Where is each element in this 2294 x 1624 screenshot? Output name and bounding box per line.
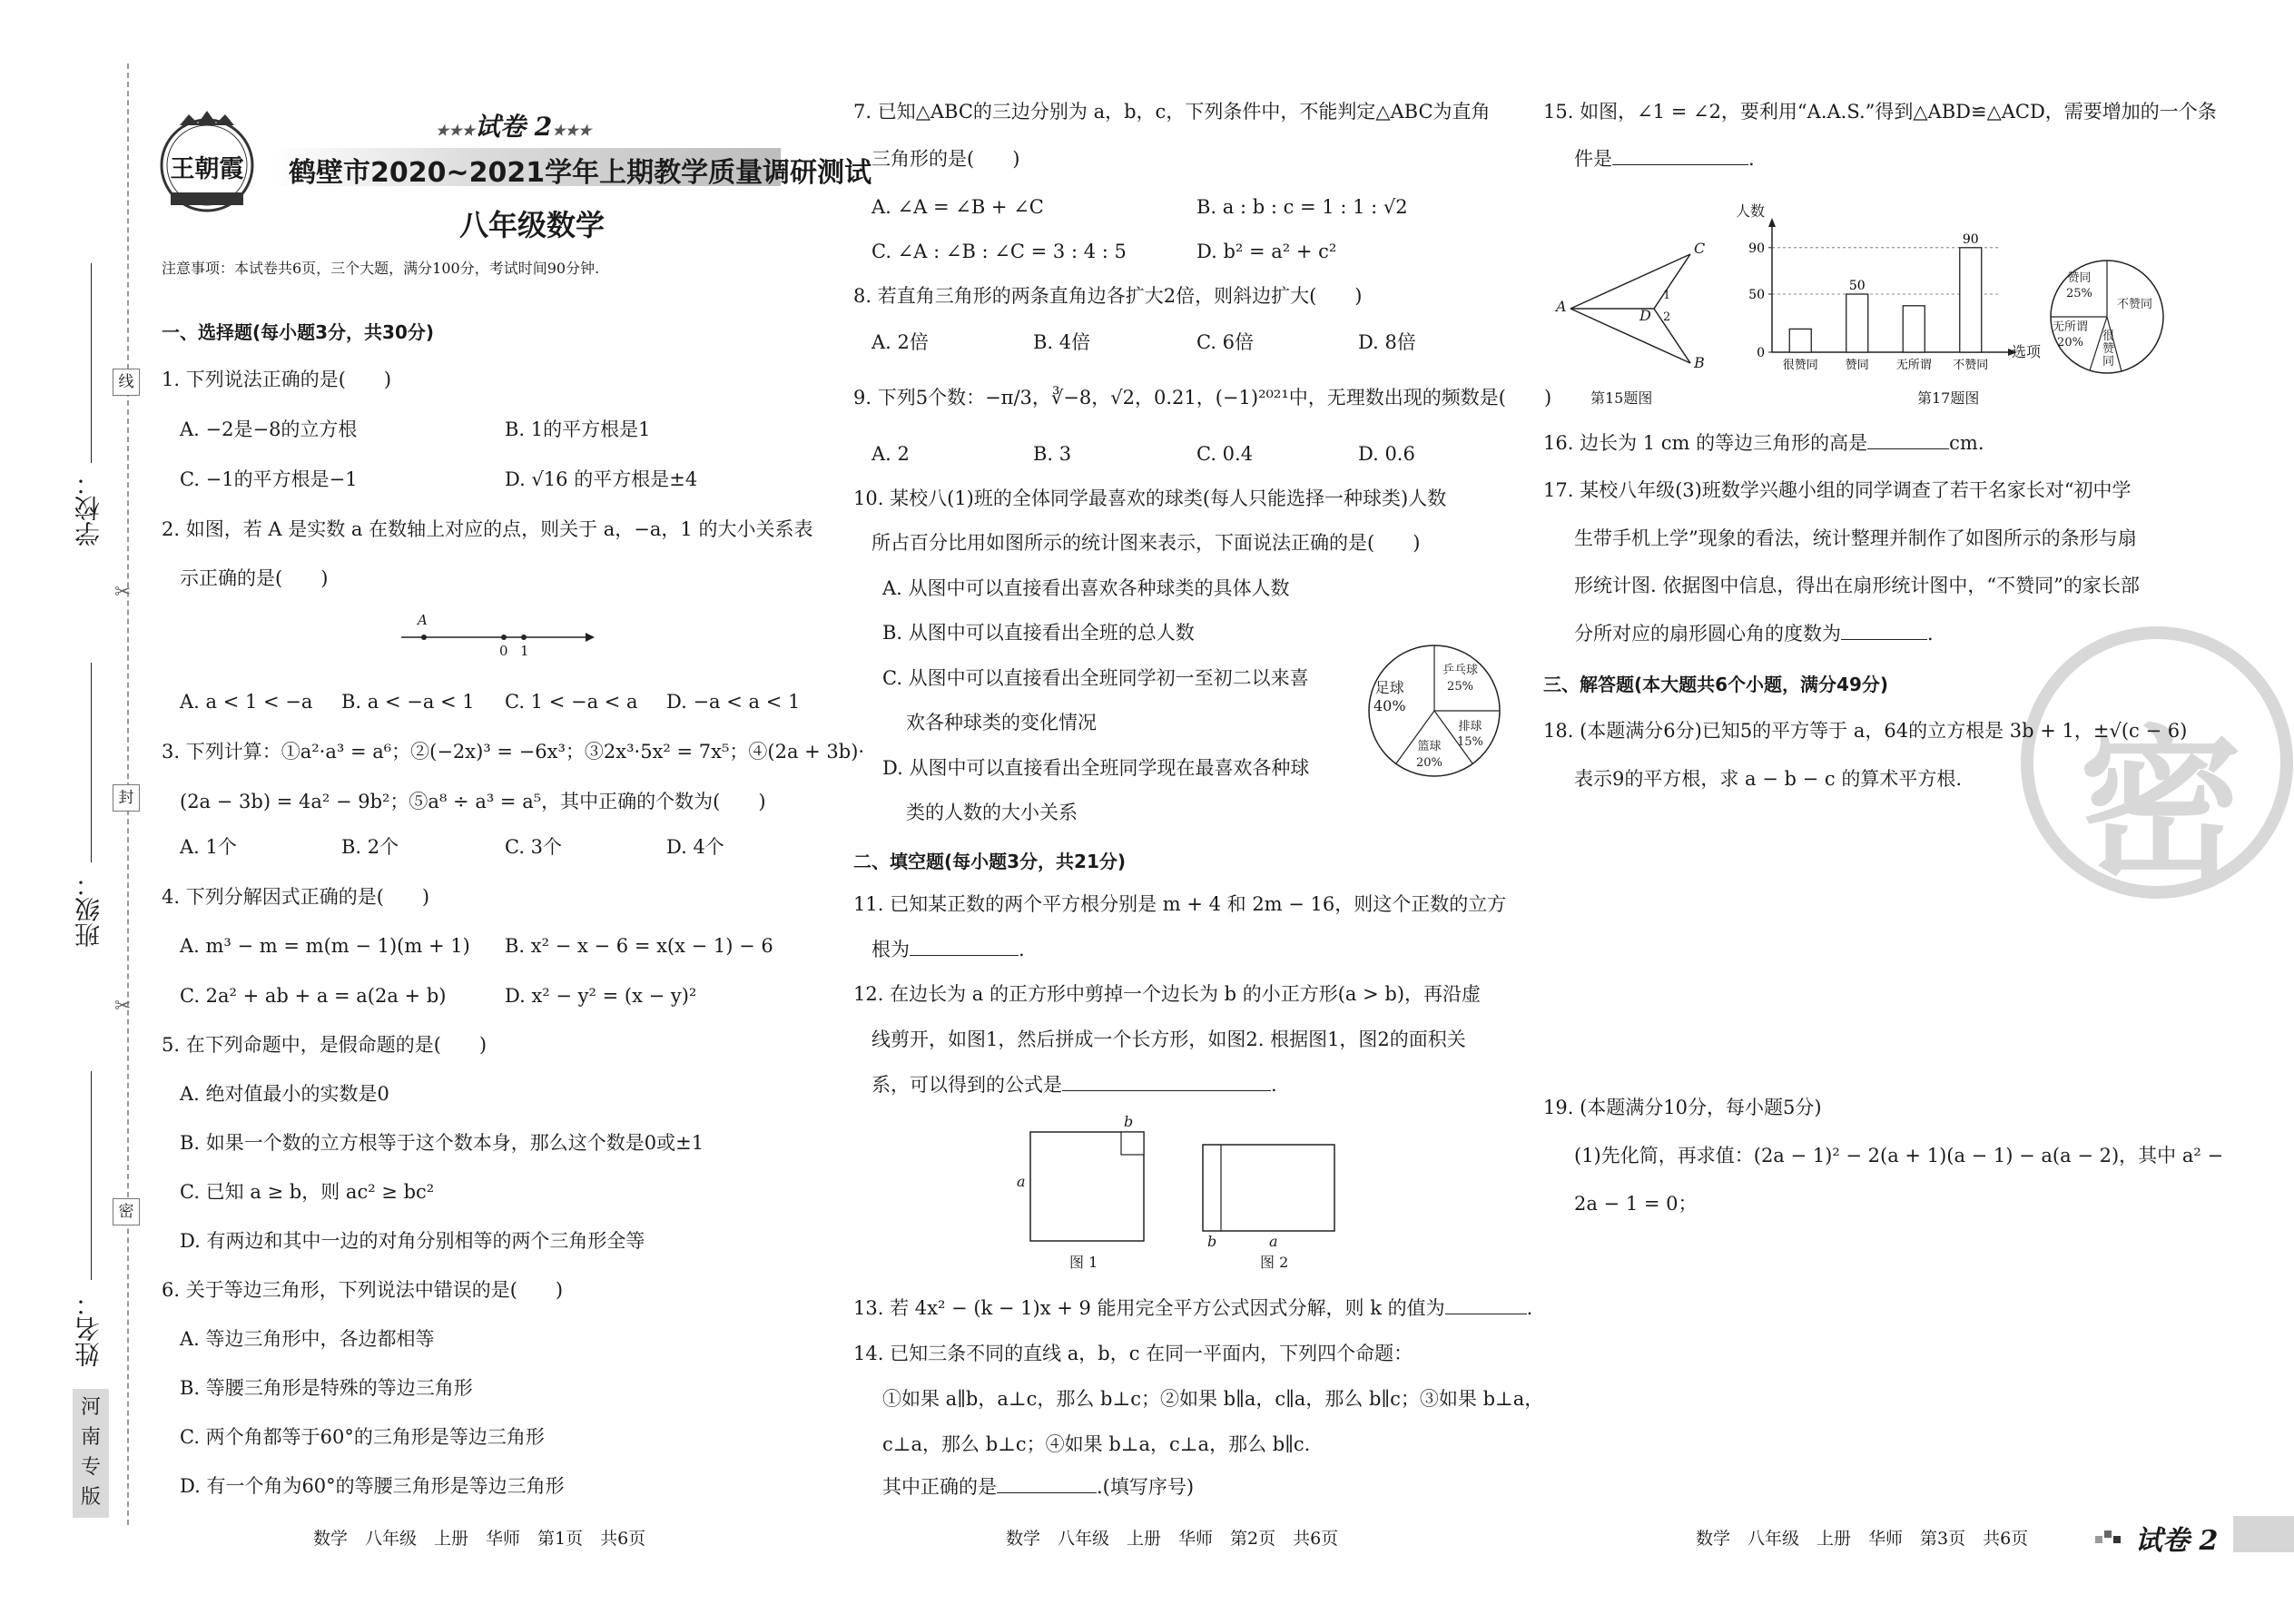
option-9a: A. 2 bbox=[871, 443, 910, 465]
question-19-part1-cont: 2a − 1 = 0； bbox=[1574, 1193, 1698, 1215]
question-15: 15. 如图，∠1 = ∠2，要利用“A.A.S.”得到△ABD≌△ACD，需要增加的一个条 bbox=[1543, 101, 2217, 123]
option-9d: D. 0.6 bbox=[1358, 443, 1415, 465]
triangle-figure-15: A C B D 1 2 bbox=[1556, 240, 1706, 371]
bar bbox=[1789, 329, 1811, 352]
notice: 注意事项：本试卷共6页，三个大题，满分100分，考试时间90分钟. bbox=[162, 260, 600, 277]
question-10-cont: 所占百分比用如图所示的统计图来表示，下面说法正确的是( ) bbox=[871, 532, 1421, 554]
class-field[interactable] bbox=[91, 663, 92, 862]
option-8a: A. 2倍 bbox=[871, 331, 929, 353]
option-8d: D. 8倍 bbox=[1358, 331, 1416, 353]
option-10b: B. 从图中可以直接看出全班的总人数 bbox=[882, 622, 1195, 644]
option-4c: C. 2a² + ab + a = a(2a + b) bbox=[180, 985, 447, 1007]
question-6: 6. 关于等边三角形，下列说法中错误的是( ) bbox=[162, 1279, 564, 1301]
y-tick-label: 0 bbox=[1757, 346, 1765, 360]
question-17-cont2: 形统计图. 依据图中信息，得出在扇形统计图中，“不赞同”的家长部 bbox=[1574, 575, 2140, 596]
question-14-cont2: c⊥a，那么 b⊥c；④如果 b⊥a，c⊥a，那么 b∥c. bbox=[882, 1433, 1311, 1455]
figure-15-caption: 第15题图 bbox=[1590, 389, 1653, 407]
question-11: 11. 已知某正数的两个平方根分别是 m + 4 和 2m − 16，则这个正数的立方 bbox=[853, 893, 1507, 915]
option-9c: C. 0.4 bbox=[1196, 443, 1254, 465]
option-7d: D. b² = a² + c² bbox=[1196, 241, 1337, 262]
question-2: 2. 如图，若 A 是实数 a 在数轴上对应的点，则关于 a，−a，1 的大小关系表 bbox=[162, 518, 813, 540]
question-18-cont: 表示9的平方根，求 a − b − c 的算术平方根. bbox=[1574, 768, 1963, 790]
category-label: 很赞同 bbox=[1782, 359, 1818, 372]
option-10d: D. 从图中可以直接看出全班同学现在最喜欢各种球 bbox=[882, 757, 1310, 779]
data-label: 90 bbox=[1962, 231, 1979, 247]
option-10d-cont: 类的人数的大小关系 bbox=[906, 802, 1078, 823]
logo: 王朝霞 bbox=[153, 109, 261, 218]
figure-2-rectangle: b a bbox=[1198, 1131, 1344, 1249]
page-footer-3: 数学 八年级 上册 华师 第3页 共6页 bbox=[1696, 1529, 2029, 1549]
option-8c: C. 6倍 bbox=[1196, 331, 1255, 353]
option-1c: C. −1的平方根是−1 bbox=[180, 468, 358, 490]
corner-squares-icon bbox=[2095, 1527, 2122, 1545]
figure-1-square: a b bbox=[1017, 1118, 1162, 1245]
question-3: 3. 下列计算：①a²·a³ = a⁶；②(−2x)³ = −6x³；③2x³·5x² = 7x⁵；④(2a + 3b)· bbox=[162, 741, 865, 763]
question-2-cont: 示正确的是( ) bbox=[180, 567, 329, 589]
figure-1-caption: 图 1 bbox=[1069, 1254, 1098, 1271]
option-10c: C. 从图中可以直接看出全班同学初一至初二以来喜 bbox=[882, 667, 1309, 689]
question-9: 9. 下列5个数：−π/3，∛−8，√2，0.21，(−1)²⁰²¹中，无理数出现的频数是( ) bbox=[853, 387, 1552, 408]
option-6d: D. 有一个角为60°的等腰三角形是等边三角形 bbox=[180, 1475, 565, 1497]
option-9b: B. 3 bbox=[1033, 443, 1072, 465]
number-line-figure: A 0 1 bbox=[399, 617, 599, 663]
option-7a: A. ∠A = ∠B + ∠C bbox=[871, 196, 1044, 218]
question-11-cont: 根为 . bbox=[871, 939, 1025, 960]
figure-2-caption: 图 2 bbox=[1260, 1254, 1289, 1271]
question-18: 18. (本题满分6分)已知5的平方等于 a，64的立方根是 3b + 1，±√(c − 6) bbox=[1543, 720, 2188, 742]
question-19: 19. (本题满分10分，每小题5分) bbox=[1543, 1097, 1822, 1118]
question-15-cont: 件是 . bbox=[1574, 148, 1755, 170]
answer-blank-14[interactable] bbox=[997, 1492, 1097, 1493]
question-1: 1. 下列说法正确的是( ) bbox=[162, 369, 392, 390]
option-2d: D. −a < a < 1 bbox=[666, 691, 801, 713]
option-7b: B. a : b : c = 1 : 1 : √2 bbox=[1196, 196, 1408, 218]
answer-blank-17[interactable] bbox=[1841, 639, 1927, 640]
question-12-cont: 线剪开，如图1，然后拼成一个长方形，如图2. 根据图1，图2的面积关 bbox=[871, 1029, 1466, 1050]
option-5b: B. 如果一个数的立方根等于这个数本身，那么这个数是0或±1 bbox=[180, 1132, 704, 1154]
option-10c-cont: 欢各种球类的变化情况 bbox=[906, 712, 1097, 733]
question-7: 7. 已知△ABC的三边分别为 a，b，c，下列条件中，不能判定△ABC为直角 bbox=[853, 101, 1491, 123]
category-label: 不赞同 bbox=[1953, 359, 1989, 372]
category-label: 赞同 bbox=[1845, 359, 1869, 372]
corner-tag-bar bbox=[2233, 1516, 2294, 1552]
question-3-cont: (2a − 3b) = 4a² − 9b²；⑤a⁸ ÷ a³ = a⁵，其中正确的个数为( ) bbox=[180, 791, 766, 812]
chart-xlabel: 选项 bbox=[2012, 343, 2042, 360]
question-19-part1: (1)先化简，再求值：(2a − 1)² − 2(a + 1)(a − 1) − a(a − 2)，其中 a² − bbox=[1574, 1145, 2224, 1166]
school-label: 学校： bbox=[74, 470, 103, 546]
section-1-heading: 一、选择题(每小题3分，共30分) bbox=[162, 321, 435, 343]
question-17-cont3: 分所对应的扇形圆心角的度数为 . bbox=[1574, 623, 1934, 645]
option-4a: A. m³ − m = m(m − 1)(m + 1) bbox=[180, 935, 470, 957]
answer-area-19[interactable] bbox=[1543, 1225, 2197, 1498]
name-field[interactable] bbox=[91, 1071, 92, 1280]
pie-chart-17: 赞同 25% 不赞同 无所谓 20% 很赞同 bbox=[2048, 258, 2166, 376]
option-4b: B. x² − x − 6 = x(x − 1) − 6 bbox=[505, 935, 773, 957]
option-3b: B. 2个 bbox=[341, 836, 399, 858]
edition-badge: 河 南 专 版 bbox=[73, 1389, 109, 1518]
section-3-heading: 三、解答题(本大题共6个小题，满分49分) bbox=[1543, 674, 1889, 695]
option-5c: C. 已知 a ≥ b，则 ac² ≥ bc² bbox=[180, 1181, 435, 1203]
option-3d: D. 4个 bbox=[666, 836, 724, 858]
bar-chart-17 bbox=[1725, 200, 2052, 381]
answer-blank-16[interactable] bbox=[1867, 448, 1949, 449]
option-8b: B. 4倍 bbox=[1033, 331, 1091, 353]
exam-tag: ★★★试卷 2★★★ bbox=[436, 112, 592, 142]
corner-exam-tag: 试卷 2 bbox=[2135, 1525, 2219, 1557]
name-label: 姓名： bbox=[74, 1291, 103, 1367]
scissors-icon: ✂ bbox=[114, 995, 132, 1018]
school-field[interactable] bbox=[91, 263, 92, 463]
option-10a: A. 从图中可以直接看出喜欢各种球类的具体人数 bbox=[882, 577, 1290, 599]
bar bbox=[1846, 294, 1868, 352]
option-4d: D. x² − y² = (x − y)² bbox=[505, 985, 697, 1007]
question-13: 13. 若 4x² − (k − 1)x + 9 能用完全平方公式因式分解，则 k 的值为 . bbox=[853, 1297, 1533, 1319]
option-6a: A. 等边三角形中，各边都相等 bbox=[180, 1328, 435, 1350]
question-16: 16. 边长为 1 cm 的等边三角形的高是 cm. bbox=[1543, 432, 1984, 454]
question-7-cont: 三角形的是( ) bbox=[871, 148, 1020, 170]
option-7c: C. ∠A : ∠B : ∠C = 3 : 4 : 5 bbox=[871, 241, 1127, 262]
answer-blank-12[interactable] bbox=[1062, 1090, 1271, 1091]
y-tick-label: 90 bbox=[1748, 241, 1765, 256]
chart-ylabel: 人数 bbox=[1736, 202, 1766, 220]
answer-area-18[interactable] bbox=[1543, 799, 2197, 1071]
question-14-cont: ①如果 a∥b，a⊥c，那么 b⊥c；②如果 b∥a，c∥a，那么 b∥c；③如果 b⊥a， bbox=[882, 1388, 1544, 1410]
category-label: 无所谓 bbox=[1895, 359, 1932, 372]
cut-mark-xian: 线 bbox=[113, 369, 140, 396]
question-14: 14. 已知三条不同的直线 a，b，c 在同一平面内，下列四个命题： bbox=[853, 1343, 1413, 1364]
question-17-cont: 生带手机上学”现象的看法，统计整理并制作了如图所示的条形与扇 bbox=[1574, 527, 2137, 549]
option-1b: B. 1的平方根是1 bbox=[505, 418, 651, 440]
bar bbox=[1903, 306, 1925, 352]
section-2-heading: 二、填空题(每小题3分，共21分) bbox=[853, 851, 1127, 872]
data-label: 50 bbox=[1848, 279, 1866, 293]
cut-mark-mi: 密 bbox=[113, 1198, 140, 1225]
pie-chart-q10: 足球 40% 乒乓球 25% 排球 15% 篮球 20% bbox=[1366, 643, 1502, 779]
page-footer-2: 数学 八年级 上册 华师 第2页 共6页 bbox=[1006, 1529, 1339, 1549]
seal-watermark: 密 bbox=[2021, 626, 2293, 899]
scissors-icon: ✂ bbox=[114, 581, 132, 604]
question-4: 4. 下列分解因式正确的是( ) bbox=[162, 886, 430, 908]
option-2b: B. a < −a < 1 bbox=[341, 691, 475, 713]
question-12: 12. 在边长为 a 的正方形中剪掉一个边长为 b 的小正方形(a > b)，再沿虚 bbox=[853, 983, 1482, 1005]
bar bbox=[1960, 248, 1982, 352]
question-5: 5. 在下列命题中，是假命题的是( ) bbox=[162, 1034, 487, 1056]
option-5d: D. 有两边和其中一边的对角分别相等的两个三角形全等 bbox=[180, 1230, 645, 1252]
option-6c: C. 两个角都等于60°的三角形是等边三角形 bbox=[180, 1426, 545, 1448]
answer-blank-15[interactable] bbox=[1612, 164, 1748, 165]
option-6b: B. 等腰三角形是特殊的等边三角形 bbox=[180, 1377, 473, 1399]
question-12-cont2: 系，可以得到的公式是 . bbox=[871, 1074, 1277, 1096]
cut-mark-feng: 封 bbox=[113, 784, 140, 812]
option-1d: D. √16 的平方根是±4 bbox=[505, 468, 698, 490]
option-5a: A. 绝对值最小的实数是0 bbox=[180, 1083, 389, 1105]
subject-title: 八年级数学 bbox=[459, 208, 605, 242]
option-2c: C. 1 < −a < a bbox=[505, 691, 638, 713]
y-tick-label: 50 bbox=[1748, 288, 1765, 302]
option-2a: A. a < 1 < −a bbox=[180, 691, 313, 713]
option-3a: A. 1个 bbox=[180, 836, 237, 858]
class-label: 班级： bbox=[74, 871, 103, 948]
option-1a: A. −2是−8的立方根 bbox=[180, 418, 358, 440]
answer-blank-11[interactable] bbox=[910, 955, 1019, 956]
question-8: 8. 若直角三角形的两条直角边各扩大2倍，则斜边扩大( ) bbox=[853, 285, 1363, 307]
question-10: 10. 某校八(1)班的全体同学最喜欢的球类(每人只能选择一种球类)人数 bbox=[853, 487, 1447, 509]
figure-17-caption: 第17题图 bbox=[1917, 389, 1980, 407]
question-17: 17. 某校八年级(3)班数学兴趣小组的同学调查了若干名家长对“初中学 bbox=[1543, 479, 2132, 501]
exam-title: 鹤壁市2020~2021学年上期教学质量调研测试 bbox=[289, 157, 872, 189]
page-footer-1: 数学 八年级 上册 华师 第1页 共6页 bbox=[313, 1529, 646, 1549]
option-3c: C. 3个 bbox=[505, 836, 563, 858]
question-14-cont3: 其中正确的是 .(填写序号) bbox=[882, 1476, 1195, 1498]
